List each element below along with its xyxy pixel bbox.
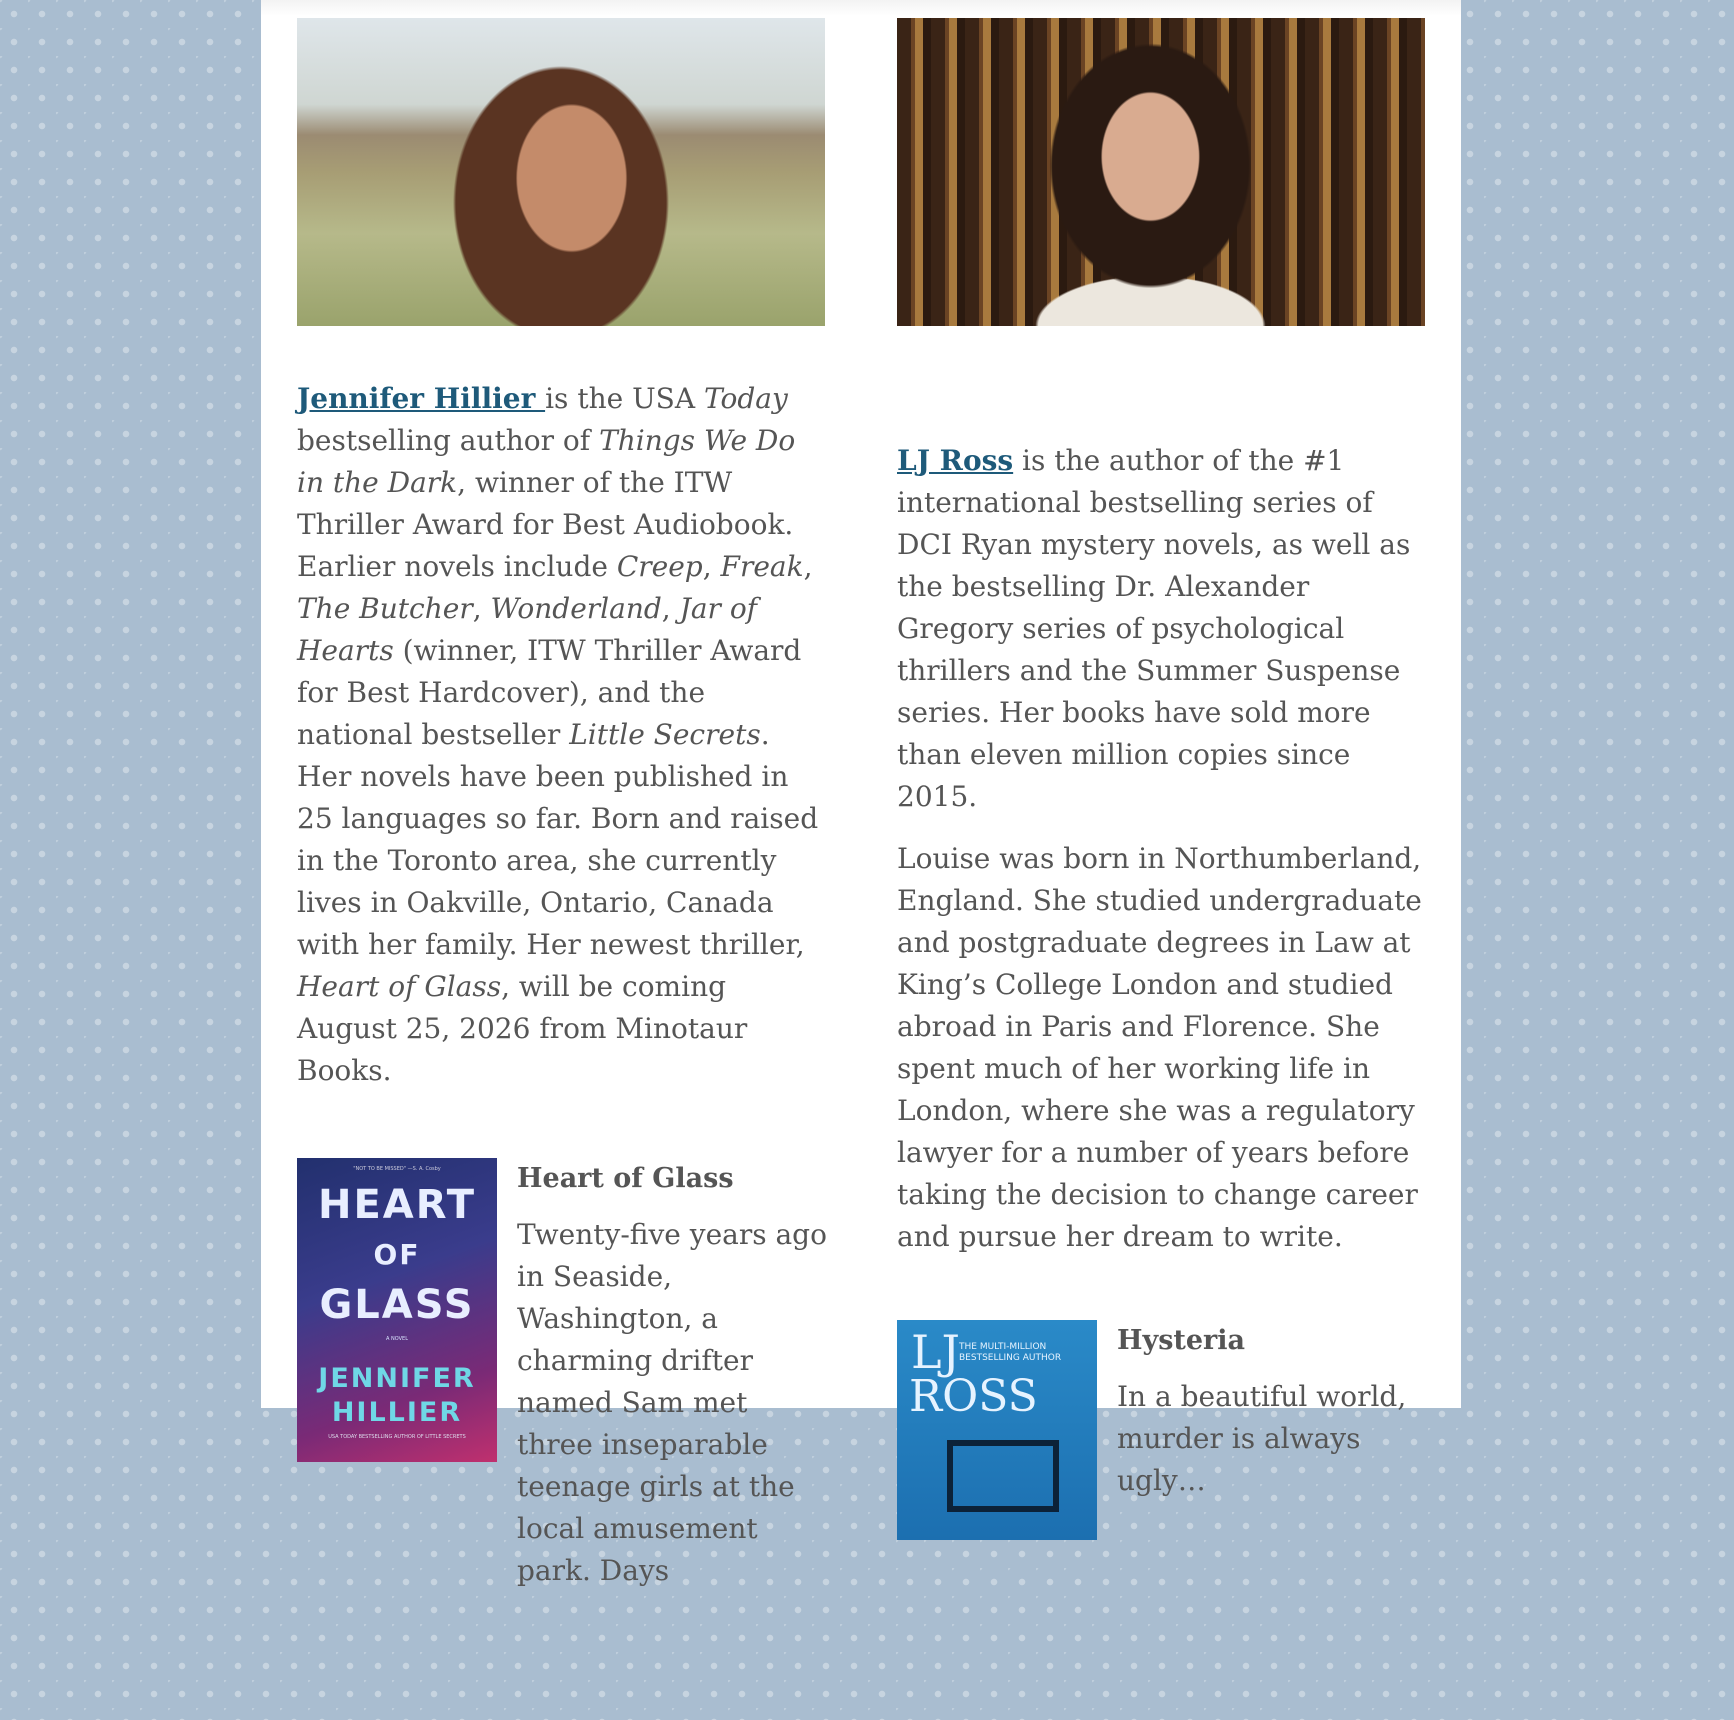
book-title-hysteria: Hysteria — [1117, 1325, 1246, 1356]
author-bio-hillier: Jennifer Hillier is the USA Today bestselling author of Things We Do in the Dark, winner of the ITW Thriller Award for Best Audiobook. Earlier novels include Creep, Freak, The Butcher, Wonderland, Jar of Hearts (winner, ITW Thriller Award for Best Hardcover), and the national bestseller Little Secrets. Her novels have been published in 25 languages so far. Born and raised in the Toronto area, she currently lives in Oakville, Ontario, Canada with her family. Her newest thriller, Heart of Glass, will be coming August 25, 2026 from Minotaur Books. — [297, 382, 819, 1087]
cover-quote: "NOT TO BE MISSED" —S. A. Cosby — [353, 1166, 441, 1172]
book-description-hysteria: In a beautiful world, murder is always ugly… — [1117, 1380, 1407, 1497]
cover-novel-label: A NOVEL — [386, 1336, 408, 1342]
cover-author: JENNIFER HILLIER — [318, 1363, 476, 1428]
author-photo-hillier — [297, 18, 825, 326]
book-info-hysteria — [1117, 1320, 1427, 1502]
book-hysteria — [897, 1320, 1425, 1720]
author-link-ross[interactable]: LJ Ross — [897, 444, 1014, 477]
author-column-hillier — [297, 18, 827, 1587]
cover-title: HEART OF GLASS — [317, 1182, 477, 1328]
author-column-ross — [897, 18, 1425, 1720]
cover-name: ROSS — [909, 1371, 1038, 1422]
cover-lj: LJ — [911, 1325, 960, 1379]
author-link-hillier[interactable]: Jennifer Hillier — [297, 382, 546, 415]
book-info-heart-of-glass — [517, 1158, 827, 1592]
book-description: Twenty-five years ago in Seaside, Washington, a charming drifter named Sam met three inseparable teenage girls at the local amusement park. Days — [517, 1218, 827, 1587]
book-cover-heart-of-glass[interactable] — [297, 1158, 497, 1462]
top-divider — [261, 0, 1461, 16]
book-title: Heart of Glass — [517, 1163, 734, 1194]
author-bio-ross: LJ Ross is the author of the #1 international bestselling series of DCI Ryan mystery novels, as well as the bestselling Dr. Alexander Gregory series of psychological thrillers and the Summer Suspense series. Her books have sold more than eleven million copies since 2015. — [897, 444, 1411, 813]
book-cover-hysteria[interactable] — [897, 1320, 1097, 1540]
author-bio-ross-2: Louise was born in Northumberland, England. She studied undergraduate and postgraduate degrees in Law at King’s College London and studied abroad in Paris and Florence. She spent much of her working life in London, where she was a regulatory lawyer for a number of years before taking the decision to change career and pursue her dream to write. — [897, 842, 1422, 1253]
cover-frame-graphic — [947, 1440, 1059, 1512]
cover-tagline: USA TODAY BESTSELLING AUTHOR OF LITTLE SECRETS — [328, 1434, 466, 1440]
cover-subtitle: THE MULTI-MILLION BESTSELLING AUTHOR — [959, 1342, 1062, 1363]
author-photo-ross — [897, 18, 1425, 326]
book-heart-of-glass — [297, 1158, 827, 1587]
content-page — [261, 0, 1461, 1587]
